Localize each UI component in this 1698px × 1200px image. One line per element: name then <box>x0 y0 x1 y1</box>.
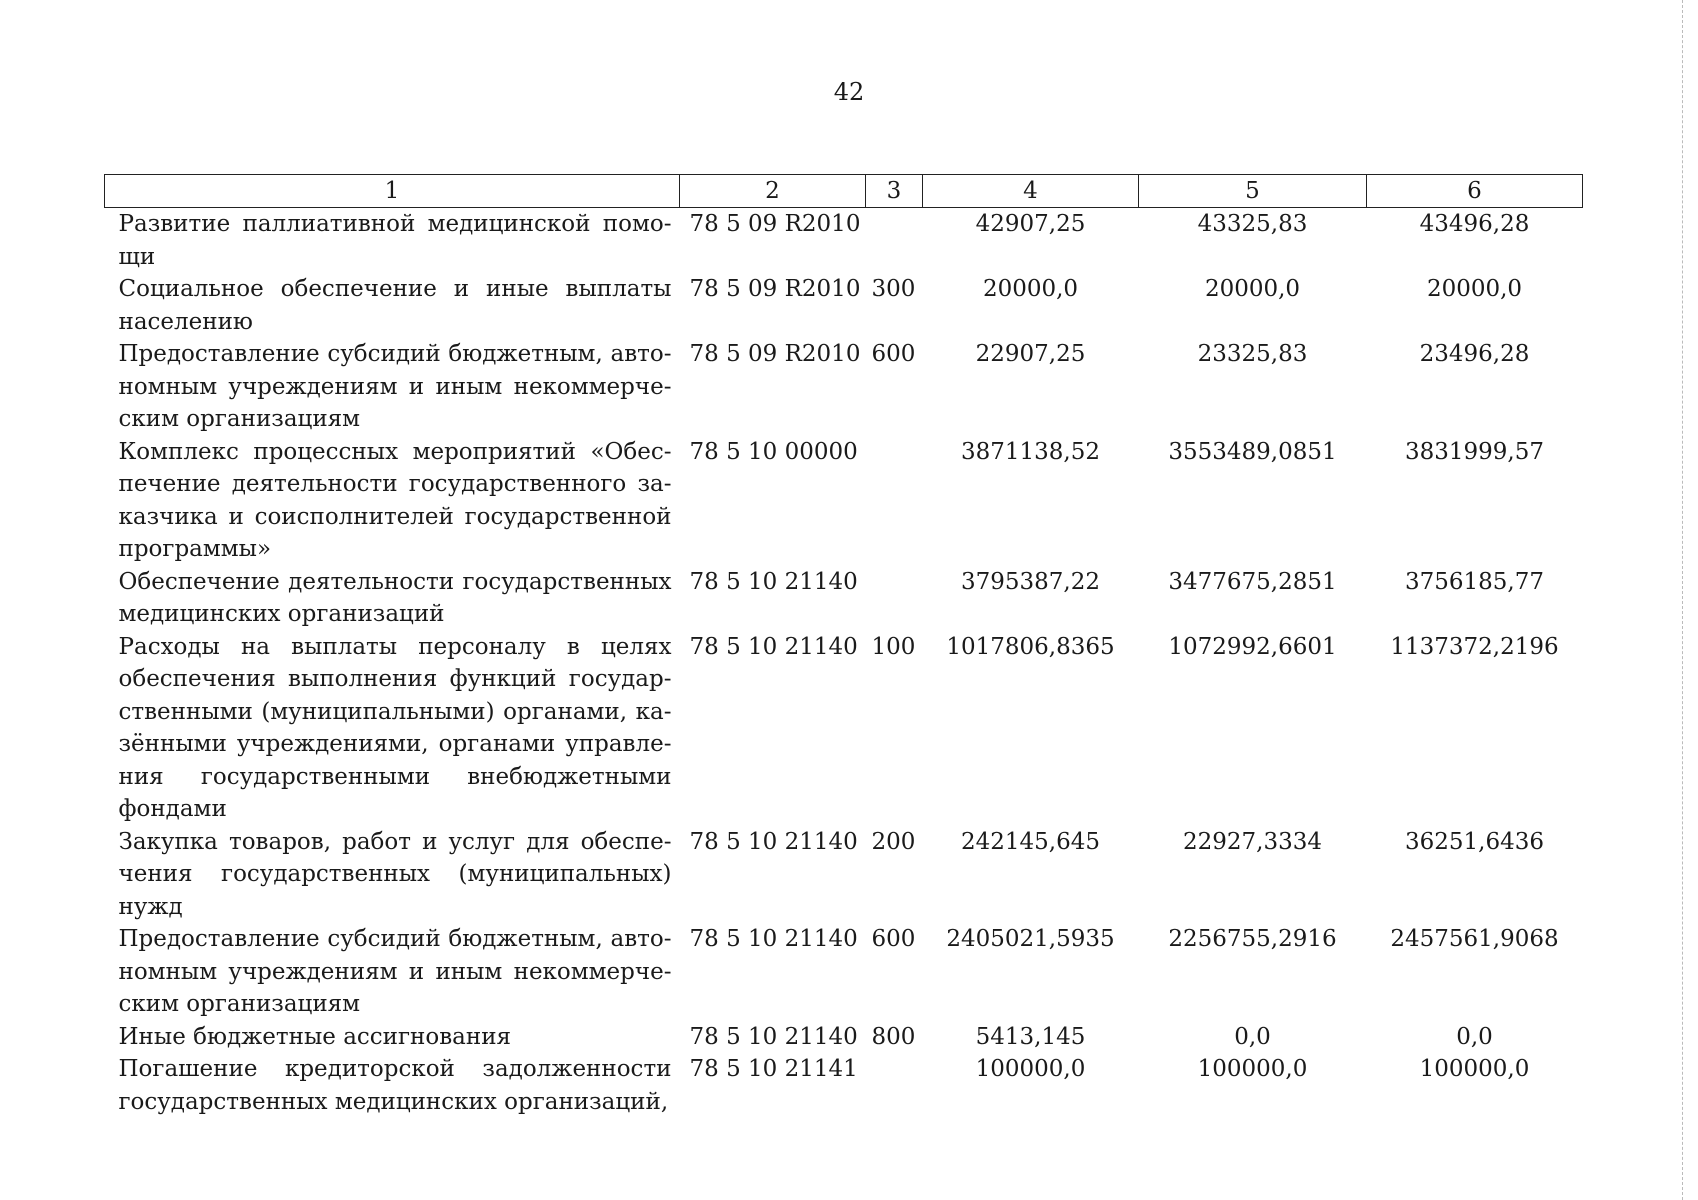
row-value-col4: 3795387,22 <box>960 568 1100 595</box>
row-value-col5: 23325,83 <box>1197 341 1308 367</box>
table-row <box>105 1021 1583 1054</box>
row-value-col4: 20000,0 <box>982 276 1079 302</box>
header-row <box>105 175 1583 208</box>
table-header <box>105 175 1583 208</box>
table-row <box>105 631 1583 826</box>
row-name: Предоставление субсидий бюджетным, автономным учреждениям и иным некоммерческим организациям <box>118 341 672 432</box>
row-value-col5: 100000,0 <box>1197 1056 1308 1082</box>
row-name: Погашение кредиторской задолженности государственных медицинских организаций, <box>118 1056 672 1115</box>
row-expense-type: 800 <box>871 1023 916 1050</box>
row-value-col4: 1017806,8365 <box>946 633 1115 660</box>
row-value-col6: 3831999,57 <box>1404 438 1544 465</box>
row-value-col6: 23496,28 <box>1419 341 1530 367</box>
row-value-col6: 100000,0 <box>1419 1056 1530 1082</box>
table-row <box>105 826 1583 924</box>
budget-table <box>104 174 1583 1118</box>
header-col-1: 1 <box>105 175 680 208</box>
header-col-5: 5 <box>1139 175 1367 208</box>
row-expense-type: 600 <box>871 341 916 367</box>
row-value-col5: 1072992,6601 <box>1168 633 1337 660</box>
table-body <box>105 208 1583 1119</box>
row-value-col4: 22907,25 <box>975 341 1086 367</box>
row-name: Предоставление субсидий бюджетным, автономным учреждениям и иным некоммерческим организациям <box>118 926 672 1017</box>
row-value-col4: 100000,0 <box>975 1056 1086 1082</box>
table-row <box>105 566 1583 631</box>
row-value-col6: 36251,6436 <box>1404 828 1544 855</box>
row-code: 78 5 10 21140 <box>689 828 858 855</box>
table-row <box>105 338 1583 436</box>
row-value-col6: 1137372,2196 <box>1390 633 1559 660</box>
table-row <box>105 273 1583 338</box>
row-code: 78 5 10 21140 <box>689 633 858 660</box>
header-col-3: 3 <box>866 175 923 208</box>
header-col-2: 2 <box>680 175 866 208</box>
row-code: 78 5 09 R2010 <box>689 276 861 302</box>
header-col-6: 6 <box>1367 175 1583 208</box>
row-value-col4: 42907,25 <box>975 211 1086 237</box>
row-value-col6: 43496,28 <box>1419 211 1530 237</box>
row-code: 78 5 10 21140 <box>689 926 858 952</box>
row-expense-type <box>866 436 923 566</box>
table-row <box>105 1053 1583 1118</box>
row-value-col4: 3871138,52 <box>960 438 1100 465</box>
row-expense-type: 100 <box>871 633 916 660</box>
row-code: 78 5 10 21140 <box>689 568 858 595</box>
row-value-col5: 20000,0 <box>1204 276 1301 302</box>
table-row <box>105 923 1583 1021</box>
row-expense-type <box>866 1053 923 1118</box>
row-expense-type: 200 <box>871 828 916 855</box>
row-value-col5: 2256755,2916 <box>1168 926 1337 952</box>
row-value-col5: 3553489,0851 <box>1168 438 1337 465</box>
row-value-col6: 20000,0 <box>1426 276 1523 302</box>
row-expense-type: 300 <box>871 276 916 302</box>
header-col-4: 4 <box>923 175 1139 208</box>
row-value-col5: 0,0 <box>1234 1023 1271 1050</box>
row-name: Расходы на выплаты персоналу в целях обеспечения выполнения функций государственными (муниципальными) органами, казёнными учреждениями, органами управления государственными внебюджетными фондами <box>118 633 672 822</box>
row-value-col6: 2457561,9068 <box>1390 926 1559 952</box>
row-code: 78 5 09 R2010 <box>689 211 861 237</box>
row-value-col4: 2405021,5935 <box>946 926 1115 952</box>
row-name: Развитие паллиативной медицинской помощи <box>118 211 672 270</box>
row-value-col5: 22927,3334 <box>1182 828 1322 855</box>
row-code: 78 5 10 21140 <box>689 1023 858 1050</box>
row-value-col6: 3756185,77 <box>1404 568 1544 595</box>
page-number: 42 <box>833 78 865 106</box>
row-value-col4: 242145,645 <box>960 828 1100 855</box>
table-row <box>105 208 1583 274</box>
row-name: Иные бюджетные ассигнования <box>118 1023 512 1050</box>
row-name: Закупка товаров, работ и услуг для обеспечения государственных (муниципальных) нужд <box>118 828 672 920</box>
row-name: Социальное обеспечение и иные выплаты населению <box>118 276 672 335</box>
row-expense-type: 600 <box>871 926 916 952</box>
row-code: 78 5 10 21141 <box>689 1056 858 1082</box>
row-code: 78 5 10 00000 <box>689 438 858 465</box>
budget-table-container <box>104 174 1582 1118</box>
row-expense-type <box>866 208 923 274</box>
row-name: Обеспечение деятельности государственных медицинских организаций <box>118 568 672 627</box>
table-row <box>105 436 1583 566</box>
scan-edge-line <box>1682 0 1684 1200</box>
row-value-col5: 43325,83 <box>1197 211 1308 237</box>
row-value-col6: 0,0 <box>1456 1023 1493 1050</box>
row-name: Комплекс процессных мероприятий «Обеспечение деятельности государственного заказчика и соисполнителей государственной программы» <box>118 438 672 562</box>
row-code: 78 5 09 R2010 <box>689 341 861 367</box>
row-value-col5: 3477675,2851 <box>1168 568 1337 595</box>
row-value-col4: 5413,145 <box>975 1023 1086 1050</box>
row-expense-type <box>866 566 923 631</box>
